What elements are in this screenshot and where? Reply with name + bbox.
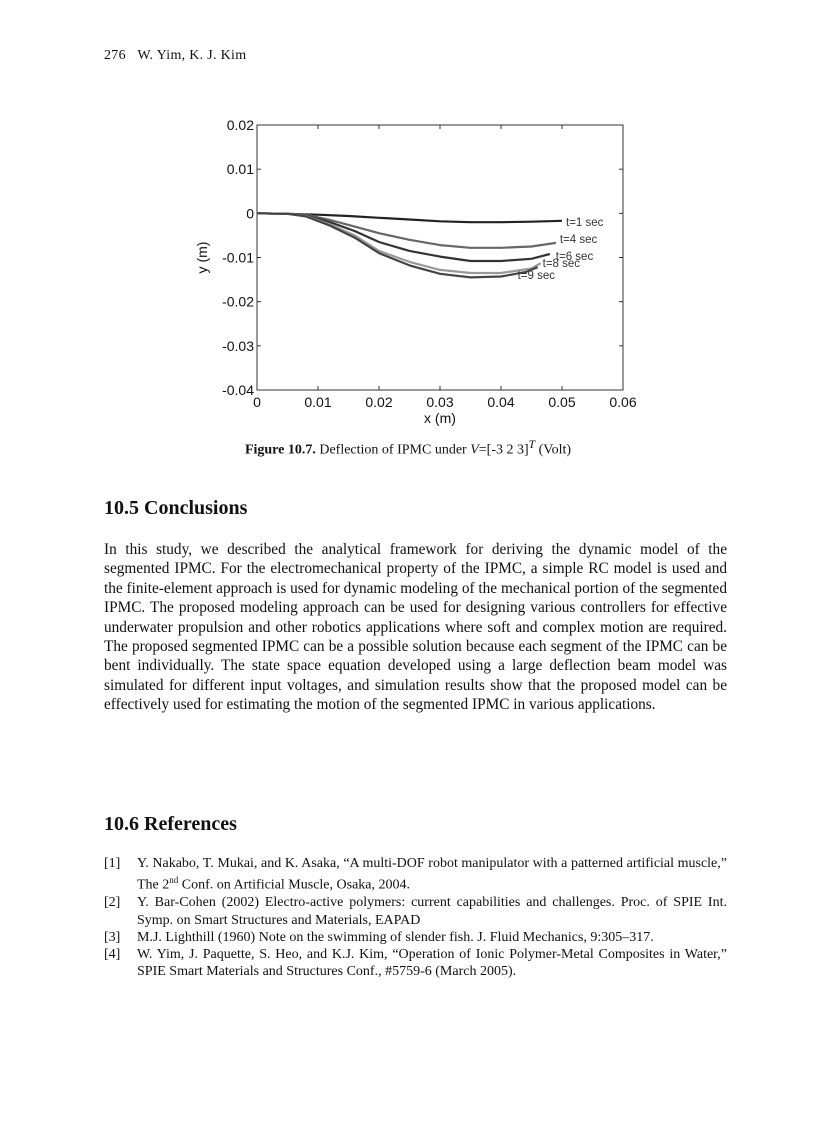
y-axis-label: y (m)	[194, 241, 210, 274]
x-tick-label: 0.04	[487, 394, 515, 410]
reference-number: [3]	[104, 929, 121, 945]
y-tick-label: 0.01	[226, 161, 254, 178]
reference-text: M.J. Lighthill (1960) Note on the swimming of slender fish. J. Fluid Mechanics, 9:305–317.	[137, 929, 654, 945]
deflection-chart	[0, 0, 816, 440]
figure-label: Figure 10.7.	[244, 442, 316, 458]
reference-sup: nd	[169, 875, 179, 886]
reference-list	[104, 855, 727, 981]
x-tick-label: 0	[253, 394, 261, 410]
reference-item	[104, 946, 727, 981]
conclusions-paragraph: In this study, we described the analytical framework for deriving the dynamic model of the segmented IPMC. For the electromechanical property of the IPMC, a simple RC model is used and the finite-element approach is used for dynamic modeling of the mechanical portion of the segmented IPMC. The proposed modeling approach can be used for designing various controllers for effective underwater propulsion and other robotics applications where soft and complex motion are required. The proposed segmented IPMC can be a possible solution because each segment of the IPMC can be bent individually. The state space equation developed using a large deflection beam model was simulated for different input voltages, and simulation results show that the proposed model can be effectively used for estimating the motion of the segmented IPMC in various applications.	[104, 541, 727, 714]
series-label: t=9 sec	[517, 270, 556, 283]
reference-number: [2]	[104, 895, 121, 911]
reference-text: Y. Bar-Cohen (2002) Electro-active polymers: current capabilities and challenges. Proc. of SPIE Int. Symp. on Smart Structures and Materials, EAPAD	[137, 895, 727, 928]
reference-item	[104, 894, 727, 929]
reference-text-end: Conf. on Artificial Muscle, Osaka, 2004.	[178, 877, 411, 893]
caption-text: Deflection of IPMC under	[315, 442, 471, 458]
caption-post: (Volt)	[535, 442, 572, 458]
reference-text: W. Yim, J. Paquette, S. Heo, and K.J. Kim, “Operation of Ionic Polymer-Metal Composites in Water,” SPIE Smart Materials and Structures Conf., #5759-6 (March 2005).	[137, 947, 727, 980]
x-tick-label: 0.06	[609, 394, 637, 410]
caption-var: V	[470, 442, 479, 458]
caption-sup: T	[528, 438, 536, 451]
x-tick-label: 0.03	[426, 394, 454, 410]
figure-caption	[0, 438, 816, 459]
reference-item	[104, 855, 727, 894]
series-label: t=4 sec	[559, 233, 598, 246]
reference-item	[104, 929, 727, 946]
x-axis-label: x (m)	[424, 410, 456, 426]
x-tick-label: 0.01	[304, 394, 332, 410]
x-tick-label: 0.02	[365, 394, 393, 410]
series-line	[257, 213, 550, 261]
reference-text: Y. Nakabo, T. Mukai, and K. Asaka, “A multi-DOF robot manipulator with a patterned artificial muscle,” The 2	[137, 856, 727, 893]
series-label: t=8 sec	[542, 258, 581, 271]
y-tick-label: 0	[246, 205, 254, 222]
y-tick-label: -0.03	[222, 337, 254, 354]
reference-number: [4]	[104, 947, 121, 963]
y-tick-label: -0.01	[222, 249, 254, 266]
section-heading-conclusions: 10.5 Conclusions	[104, 497, 248, 519]
section-heading-references: 10.6 References	[104, 813, 237, 835]
x-tick-label: 0.05	[548, 394, 576, 410]
reference-number: [1]	[104, 856, 121, 871]
header-authors: W. Yim, K. J. Kim	[137, 48, 247, 63]
series-label: t=1 sec	[566, 216, 604, 229]
page-number: 276	[104, 48, 126, 63]
y-tick-label: -0.04	[222, 382, 254, 398]
y-tick-label: 0.02	[226, 117, 254, 133]
caption-eq: =[-3 2 3]	[478, 442, 529, 458]
y-tick-label: -0.02	[222, 293, 254, 310]
series-label: t=6 sec	[555, 250, 594, 263]
